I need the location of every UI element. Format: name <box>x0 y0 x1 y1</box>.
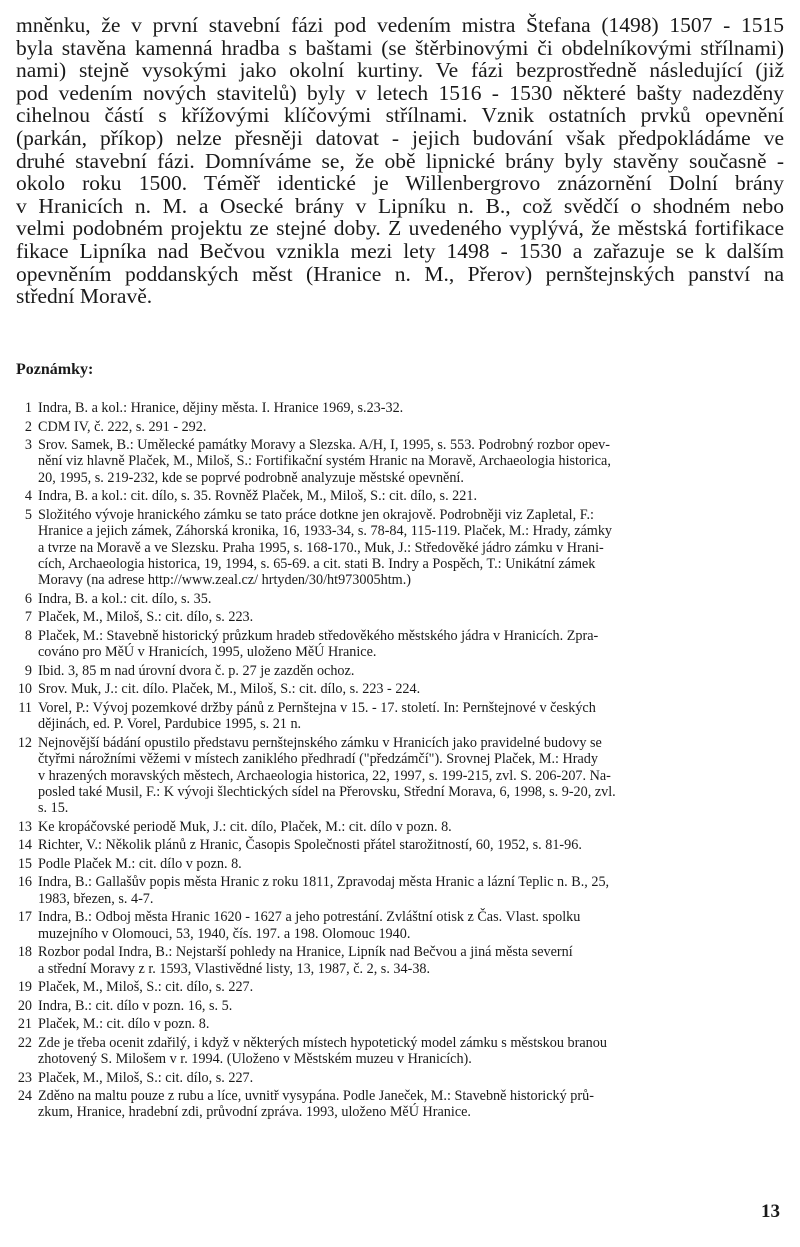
footnote-text: Plaček, M.: Stavebně historický průzkum hradeb středověkého městského jádra v Hranicích. Zpra- cováno pro MěÚ v Hranicích, 1995, uloženo MěÚ Hranice. <box>38 627 599 661</box>
footnote-item <box>14 1088 784 1121</box>
footnote-item <box>14 819 784 835</box>
footnote-item <box>14 998 784 1014</box>
page-number: 13 <box>761 1201 780 1222</box>
footnote-text: Plaček, M., Miloš, S.: cit. dílo, s. 223. <box>38 609 254 626</box>
body-line: nami) stejně vysokými jako okolní kurtiny. Ve fázi bezprostředně následující (již <box>16 58 784 83</box>
footnote-item <box>14 507 784 589</box>
footnote-text: Ke kropáčovské periodě Muk, J.: cit. dílo, Plaček, M.: cit. dílo v pozn. 8. <box>38 818 452 835</box>
body-line: okolo roku 1500. Téměř identické je Willenbergrovo znázornění Dolní brány <box>16 171 784 196</box>
footnote-text: Nejnovější bádání opustilo představu pernštejnského zámku v Hranicích jako pravidelné budovy se čtyřmi nárožními věžemi v místech zaniklého předhradí ("předzámčí"). Srovnej Plaček, M.: Hrady v hrazených moravských městech, Archaeologia historica, 22, 1997, s. 199-215, zvl. S. 206-207. Na- posled také Musil, F.: K vývoji šlechtických sídel na Přerovsku, Střední Morava, 6, 1998, s. 9-20, zvl. s. 15. <box>38 734 616 817</box>
footnote-number: 6 <box>24 590 32 607</box>
footnote-number: 22 <box>17 1034 32 1051</box>
footnote-item <box>14 979 784 995</box>
footnote-text: Plaček, M., Miloš, S.: cit. dílo, s. 227. <box>38 1069 254 1086</box>
footnote-item <box>14 400 784 416</box>
footnote-item <box>14 735 784 817</box>
footnote-text: Zde je třeba ocenit zdařilý, i když v některých místech hypotetický model zámku s městskou branou zhotovený S. Milošem v r. 1994. (Uloženo v Městském muzeu v Hranicích). <box>38 1034 607 1067</box>
footnote-number: 23 <box>17 1069 32 1086</box>
notes-heading: Poznámky: <box>16 361 94 378</box>
footnote-text: Podle Plaček M.: cit. dílo v pozn. 8. <box>38 855 242 872</box>
footnote-item <box>14 700 784 733</box>
footnote-item <box>14 1016 784 1032</box>
footnote-text: Zděno na maltu pouze z rubu a líce, uvnitř vysypána. Podle Janeček, M.: Stavebně historický prů- zkum, Hranice, hradební zdi, průvodní zpráva. 1993, uloženo MěÚ Hranice. <box>38 1088 594 1121</box>
footnote-item <box>14 591 784 607</box>
footnote-number: 11 <box>18 699 32 716</box>
footnote-number: 17 <box>17 909 32 926</box>
footnote-text: Srov. Muk, J.: cit. dílo. Plaček, M., Miloš, S.: cit. dílo, s. 223 - 224. <box>38 681 421 698</box>
footnote-text: Indra, B.: cit. dílo v pozn. 16, s. 5. <box>38 997 233 1014</box>
footnote-item <box>14 488 784 504</box>
footnote-item <box>14 1070 784 1086</box>
footnote-text: Složitého vývoje hranického zámku se tato práce dotkne jen okrajově. Podrobněji viz Zapletal, F.: Hranice a jejich zámek, Záhorská kronika, 16, 1933-34, s. 78-84, 115-119. Plaček, M.: Hrady, zámky a tvrze na Moravě a ve Slezsku. Praha 1995, s. 168-170., Muk, J.: Středověké jádro zámku v Hrani- cích, Archaeologia historica, 19, 1994, s. 65-69. a cit. stati B. Indry a Pospěch, T.: Unikátní zámek Moravy (na adrese http://www.zeal.cz/ hrtyden/30/ht973005htm.) <box>38 506 613 589</box>
footnote-text: Indra, B.: Gallašův popis města Hranic z roku 1811, Zpravodaj města Hranic a lázní Teplic n. B., 25, 1983, březen, s. 4-7. <box>38 874 610 907</box>
footnote-number: 3 <box>24 437 32 453</box>
footnote-text: Srov. Samek, B.: Umělecké památky Moravy a Slezska. A/H, I, 1995, s. 553. Podrobný rozbor opev- nění viz hlavně Plaček, M., Miloš, S.: Fortifikační systém Hranic na Moravě, Archaeologia historica, 20, 1995, s. 219-232, kde se poprvé podrobně analyzuje městské opevnění. <box>38 437 611 486</box>
footnote-number: 24 <box>17 1088 32 1104</box>
footnote-number: 20 <box>17 997 32 1014</box>
footnote-text: Indra, B. a kol.: Hranice, dějiny města. I. Hranice 1969, s.23-32. <box>38 400 404 416</box>
footnote-number: 4 <box>24 488 32 505</box>
footnote-item <box>14 628 784 661</box>
footnote-text: Rozbor podal Indra, B.: Nejstarší pohledy na Hranice, Lipník nad Bečvou a jiná města severní a střední Moravy z r. 1593, Vlastivědné listy, 13, 1987, č. 2, s. 34-38. <box>38 944 573 977</box>
body-line: fikace Lipníka nad Bečvou vznikla mezi lety 1498 - 1530 a zařazuje se k dalším <box>16 238 784 263</box>
footnote-number: 9 <box>24 662 32 679</box>
footnote-number: 2 <box>24 418 32 435</box>
footnote-text: Indra, B. a kol.: cit. dílo, s. 35. <box>38 590 212 607</box>
footnote-item <box>14 681 784 697</box>
footnote-item <box>14 609 784 625</box>
footnote-text: Plaček, M., Miloš, S.: cit. dílo, s. 227. <box>38 979 254 996</box>
footnote-text: Indra, B. a kol.: cit. dílo, s. 35. Rovněž Plaček, M., Miloš, S.: cit. dílo, s. 221. <box>38 488 477 505</box>
footnote-item <box>14 856 784 872</box>
footnote-item <box>14 663 784 679</box>
footnote-item <box>14 837 784 853</box>
body-line: byla stavěna kamenná hradba s baštami (se štěrbinovými či obdelníkovými střílnami) <box>16 35 784 60</box>
footnote-item <box>14 944 784 977</box>
footnote-number: 7 <box>24 609 32 626</box>
footnote-item <box>14 419 784 435</box>
footnote-text: CDM IV, č. 222, s. 291 - 292. <box>38 418 207 435</box>
footnote-number: 16 <box>17 874 32 891</box>
footnote-number: 10 <box>17 681 32 698</box>
body-line: velmi podobném projektu ze stejné doby. Z uvedeného vyplývá, že městská fortifikace <box>16 216 784 241</box>
body-line: (parkán, příkop) nelze přesněji datovat - jejich budování však předpokládáme ve <box>16 125 784 150</box>
footnote-number: 19 <box>17 979 32 996</box>
footnote-item <box>14 1035 784 1068</box>
footnote-number: 21 <box>17 1016 32 1033</box>
footnote-number: 15 <box>17 855 32 872</box>
body-line: mněnku, že v první stavební fázi pod vedením mistra Štefana (1498) 1507 - 1515 <box>16 13 784 37</box>
footnote-number: 13 <box>17 818 32 835</box>
body-paragraph <box>16 14 784 308</box>
footnote-number: 18 <box>17 944 32 961</box>
footnote-number: 8 <box>24 627 32 644</box>
footnote-item <box>14 437 784 486</box>
footnote-item <box>14 874 784 907</box>
body-line: opevněním poddanských měst (Hranice n. M., Přerov) pernštejnských panství na <box>16 261 784 286</box>
footnote-text: Richter, V.: Několik plánů z Hranic, Časopis Společnosti přátel starožitností, 60, 1952, s. 81-96. <box>38 837 582 854</box>
footnote-number: 14 <box>17 837 32 854</box>
footnote-number: 5 <box>24 506 32 523</box>
body-line: pod vedením nových stavitelů) byly v letech 1516 - 1530 některé bašty nadezděny <box>16 80 784 105</box>
footnote-text: Plaček, M.: cit. dílo v pozn. 8. <box>38 1016 210 1033</box>
notes-list <box>14 400 784 1123</box>
body-line: cihelnou částí s křížovými klíčovými střílnami. Vznik ostatních prvků opevnění <box>16 103 784 128</box>
footnote-number: 1 <box>24 400 32 416</box>
body-line: střední Moravě. <box>16 284 153 309</box>
footnote-item <box>14 909 784 942</box>
body-line: v Hranicích n. M. a Osecké brány v Lipníku n. B., což svědčí o shodném nebo <box>16 193 784 218</box>
footnote-number: 12 <box>17 734 32 751</box>
footnote-text: Ibid. 3, 85 m nad úrovní dvora č. p. 27 je zazděn ochoz. <box>38 662 355 679</box>
body-line: druhé stavební fázi. Domníváme se, že obě lipnické brány byly stavěny současně - <box>16 148 784 173</box>
footnote-text: Indra, B.: Odboj města Hranic 1620 - 1627 a jeho potrestání. Zvláštní otisk z Čas. Vlast. spolku muzejního v Olomouci, 53, 1940, čís. 197. a 198. Olomouc 1940. <box>38 909 581 942</box>
footnote-text: Vorel, P.: Vývoj pozemkové držby pánů z Pernštejna v 15. - 17. století. In: Pernštejnové v českých dějinách, ed. P. Vorel, Pardubice 1995, s. 21 n. <box>38 699 596 733</box>
